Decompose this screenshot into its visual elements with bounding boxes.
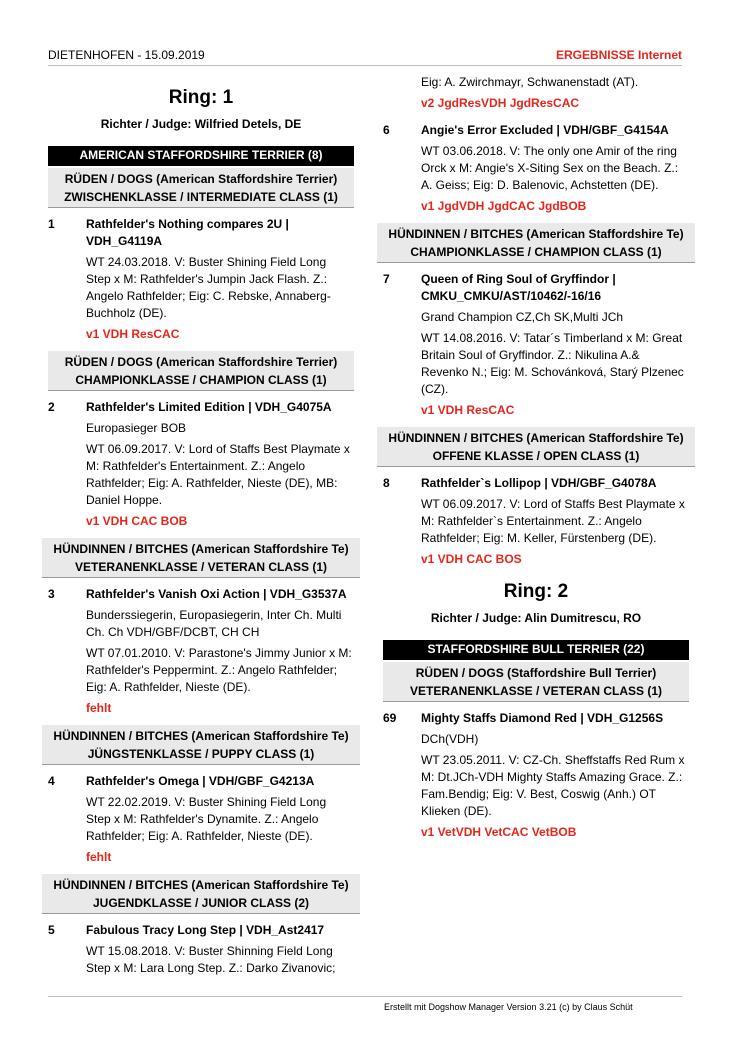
- class-header: [42, 538, 360, 578]
- dog-name: Mighty Staffs Diamond Red | VDH_G1256S: [421, 711, 664, 725]
- class-sex-line: HÜNDINNEN / BITCHES (American Staffordshire Te): [53, 729, 349, 743]
- class-name-line: CHAMPIONKLASSE / CHAMPION CLASS (1): [75, 373, 327, 387]
- breed-header: STAFFORDSHIRE BULL TERRIER (22): [383, 640, 689, 660]
- ring-judge: Richter / Judge: Alin Dumitrescu, RO: [430, 611, 642, 625]
- ring-judge: Richter / Judge: Wilfried Detels, DE: [100, 117, 302, 131]
- class-header: [48, 168, 354, 208]
- dog-details: WT 03.06.2018. V: The only one Amir of the ring Orck x M: Angie's X-Siting Sex on the Beach. Z.: A. Geiss; Eig: D. Balenovic, Achstetten (DE).: [421, 144, 679, 192]
- dog-details: WT 06.09.2017. V: Lord of Staffs Best Playmate x M: Rathfelder`s Entertainment. Z.: Angelo Rathfelder; Eig: M. Keller, Fürstenberg (DE).: [421, 497, 685, 545]
- dog-result: fehlt: [86, 701, 112, 715]
- dog-result: v1 VDH CAC BOB: [86, 514, 188, 528]
- class-header: [377, 427, 695, 467]
- right-column: [383, 74, 689, 849]
- class-name-line: CHAMPIONKLASSE / CHAMPION CLASS (1): [410, 245, 662, 259]
- dog-result: fehlt: [86, 850, 112, 864]
- dog-details: WT 14.08.2016. V: Tatar´s Timberland x M: Great Britain Soul of Gryffindor. Z.: Nikulina A.& Revenko N.; Eig: M. Schovánková, Starý Plzenec (CZ).: [421, 331, 684, 396]
- results-label: ERGEBNISSE Internet: [555, 48, 682, 62]
- class-sex-line: RÜDEN / DOGS (American Staffordshire Terrier): [64, 172, 338, 186]
- class-header: [42, 725, 360, 765]
- dog-result: v2 JgdResVDH JgdResCAC: [421, 96, 580, 110]
- dog-name: Fabulous Tracy Long Step | VDH_Ast2417: [86, 923, 325, 937]
- dog-entry: [48, 216, 354, 343]
- dog-details: WT 22.02.2019. V: Buster Shining Field Long Step x M: Rathfelder's Dynamite. Z.: Angelo Rathfelder; Eig: A. Rathfelder, Nieste (DE).: [86, 795, 327, 843]
- left-column: [48, 74, 354, 989]
- dog-result: v1 VDH CAC BOS: [421, 552, 522, 566]
- entry-number: 1: [48, 217, 55, 231]
- dog-details: WT 07.01.2010. V: Parastone's Jimmy Junior x M: Rathfelder's Peppermint. Z.: Angelo Rathfelder; Eig: A. Rathfelder, Nieste (DE).: [86, 646, 352, 694]
- dog-name: Rathfelder's Limited Edition | VDH_G4075A: [86, 400, 332, 414]
- dog-result: v1 JgdVDH JgdCAC JgdBOB: [421, 199, 587, 213]
- breed-header: AMERICAN STAFFORDSHIRE TERRIER (8): [48, 146, 354, 166]
- ring-title: Ring: 2: [503, 581, 569, 602]
- dog-entry: [383, 271, 689, 419]
- page-header: [48, 48, 682, 66]
- class-name-line: OFFENE KLASSE / OPEN CLASS (1): [432, 449, 640, 463]
- class-header: [48, 351, 354, 391]
- dog-name: Queen of Ring Soul of Gryffindor | CMKU_CMKU/AST/10462/-16/16: [421, 272, 616, 303]
- class-sex-line: HÜNDINNEN / BITCHES (American Staffordshire Te): [53, 878, 349, 892]
- entry-number: 3: [48, 587, 55, 601]
- dog-details: WT 24.03.2018. V: Buster Shining Field Long Step x M: Rathfelder's Jumpin Jack Flash. Z.: Angelo Rathfelder; Eig: C. Rebske, Annaberg-Buchholz (DE).: [86, 255, 331, 320]
- dog-entry: [383, 475, 689, 568]
- class-sex-line: HÜNDINNEN / BITCHES (American Staffordshire Te): [53, 542, 349, 556]
- dog-name: Rathfelder's Vanish Oxi Action | VDH_G3537A: [86, 587, 347, 601]
- class-name-line: VETERANENKLASSE / VETERAN CLASS (1): [409, 684, 663, 698]
- class-header: [42, 874, 360, 914]
- dog-result: v1 VDH ResCAC: [86, 327, 180, 341]
- entry-number: 7: [383, 272, 390, 286]
- dog-entry: [48, 922, 354, 981]
- dog-entry: [48, 399, 354, 530]
- entry-number: 2: [48, 400, 55, 414]
- dog-titles: Grand Champion CZ,Ch SK,Multi JCh: [421, 310, 624, 324]
- dog-name: Rathfelder's Omega | VDH/GBF_G4213A: [86, 774, 315, 788]
- ring-title: Ring: 1: [168, 87, 234, 108]
- dog-details: Eig: A. Zwirchmayr, Schwanenstadt (AT).: [421, 75, 639, 89]
- dog-entry: [383, 710, 689, 841]
- dog-entry-continued: [421, 74, 689, 112]
- dog-titles: Bunderssiegerin, Europasiegerin, Inter Ch. Multi Ch. Ch VDH/GBF/DCBT, CH CH: [86, 608, 342, 639]
- dog-titles: DCh(VDH): [421, 732, 479, 746]
- entry-number: 5: [48, 923, 55, 937]
- dog-details: WT 23.05.2011. V: CZ-Ch. Sheffstaffs Red Rum x M: Dt.JCh-VDH Mighty Staffs Amazing Grace. Z.: Fam.Bendig; Eig: V. Best, Coswig (Anh.) OT Klieken (DE).: [421, 753, 685, 818]
- dog-result: v1 VetVDH VetCAC VetBOB: [421, 825, 577, 839]
- dog-name: Rathfelder`s Lollipop | VDH/GBF_G4078A: [421, 476, 657, 490]
- class-name-line: JUGENDKLASSE / JUNIOR CLASS (2): [92, 896, 310, 910]
- entry-number: 6: [383, 123, 390, 137]
- class-sex-line: RÜDEN / DOGS (American Staffordshire Terrier): [64, 355, 338, 369]
- class-sex-line: RÜDEN / DOGS (Staffordshire Bull Terrier): [415, 666, 657, 680]
- dog-entry: [48, 773, 354, 866]
- dog-entry: [383, 122, 689, 215]
- dog-result: v1 VDH ResCAC: [421, 403, 515, 417]
- class-sex-line: HÜNDINNEN / BITCHES (American Staffordshire Te): [388, 227, 684, 241]
- class-name-line: ZWISCHENKLASSE / INTERMEDIATE CLASS (1): [64, 190, 338, 204]
- dog-details: WT 15.08.2018. V: Buster Shinning Field Long Step x M: Lara Long Step. Z.: Darko Zivanovic;: [86, 944, 336, 975]
- dog-name: Rathfelder's Nothing compares 2U | VDH_G4119A: [86, 217, 289, 248]
- footer-credit: Erstellt mit Dogshow Manager Version 3.21 (c) by Claus Schüt: [384, 1002, 633, 1012]
- class-sex-line: HÜNDINNEN / BITCHES (American Staffordshire Te): [388, 431, 684, 445]
- class-header: [377, 223, 695, 263]
- class-header: [383, 662, 689, 702]
- entry-number: 4: [48, 774, 55, 788]
- entry-number: 69: [383, 711, 397, 725]
- dog-titles: Europasieger BOB: [86, 421, 187, 435]
- dog-entry: [48, 586, 354, 717]
- class-name-line: VETERANENKLASSE / VETERAN CLASS (1): [74, 560, 328, 574]
- footer-divider: [48, 996, 682, 997]
- class-name-line: JÜNGSTENKLASSE / PUPPY CLASS (1): [87, 747, 315, 761]
- dog-name: Angie's Error Excluded | VDH/GBF_G4154A: [421, 123, 669, 137]
- entry-number: 8: [383, 476, 390, 490]
- dog-details: WT 06.09.2017. V: Lord of Staffs Best Playmate x M: Rathfelder's Entertainment. Z.: Angelo Rathfelder; Eig: A. Rathfelder, Nieste (DE), MB: Daniel Hoppe.: [86, 442, 350, 507]
- location-date: DIETENHOFEN - 15.09.2019: [48, 48, 205, 62]
